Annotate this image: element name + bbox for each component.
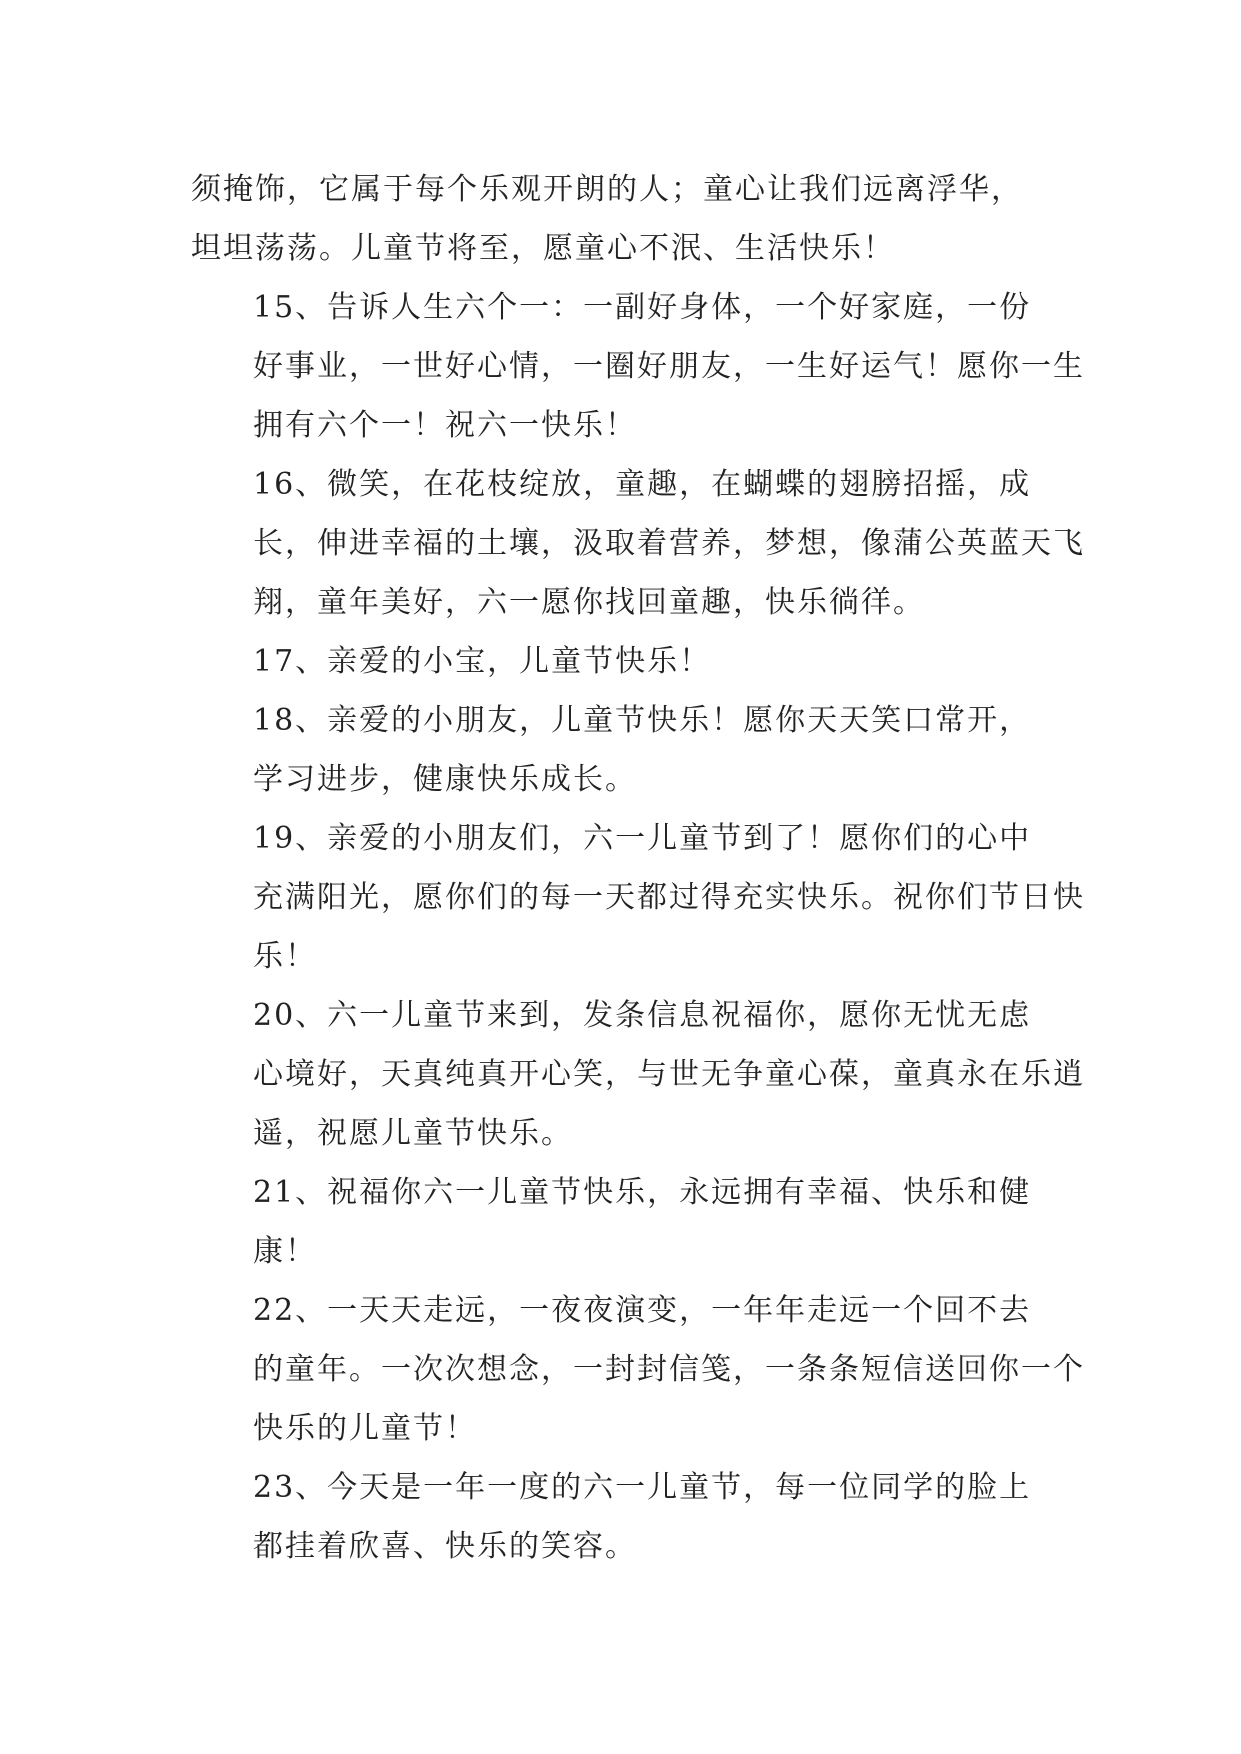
- text-line: 22、一天天走远，一夜夜演变，一年年走远一个回不去: [253, 1293, 1032, 1328]
- text-line: 遥，祝愿儿童节快乐。: [253, 1116, 573, 1151]
- text-line: 15、告诉人生六个一：一副好身体，一个好家庭，一份: [253, 290, 1032, 325]
- document-body: [191, 160, 1085, 1576]
- text-line: 坦坦荡荡。儿童节将至，愿童心不泯、生活快乐！: [191, 231, 895, 266]
- paragraph-item-20: [191, 986, 1085, 1163]
- text-line: 16、微笑，在花枝绽放，童趣，在蝴蝶的翅膀招摇，成: [253, 467, 1032, 502]
- text-line: 18、亲爱的小朋友，儿童节快乐！愿你天天笑口常开，: [253, 703, 1032, 738]
- text-line: 学习进步，健康快乐成长。: [253, 762, 637, 797]
- text-line: 心境好，天真纯真开心笑，与世无争童心葆，童真永在乐逍: [253, 1057, 1085, 1092]
- text-line: 须掩饰，它属于每个乐观开朗的人；童心让我们远离浮华，: [191, 172, 1023, 207]
- paragraph-item-22: [191, 1281, 1085, 1458]
- text-line: 乐！: [253, 939, 317, 974]
- text-line: 21、祝福你六一儿童节快乐，永远拥有幸福、快乐和健: [253, 1175, 1032, 1210]
- paragraph-continuation: [191, 160, 1081, 278]
- text-line: 23、今天是一年一度的六一儿童节，每一位同学的脸上: [253, 1470, 1032, 1505]
- text-line: 都挂着欣喜、快乐的笑容。: [253, 1529, 637, 1564]
- paragraph-item-17: [191, 632, 1081, 691]
- paragraph-item-23: [191, 1458, 1081, 1576]
- paragraph-item-19: [191, 809, 1085, 986]
- paragraph-item-21: [191, 1163, 1081, 1281]
- text-line: 19、亲爱的小朋友们，六一儿童节到了！愿你们的心中: [253, 821, 1032, 856]
- text-line: 长，伸进幸福的土壤，汲取着营养，梦想，像蒲公英蓝天飞: [253, 526, 1085, 561]
- paragraph-item-15: [191, 278, 1085, 455]
- text-line: 17、亲爱的小宝，儿童节快乐！: [253, 644, 712, 679]
- text-line: 拥有六个一！祝六一快乐！: [253, 408, 637, 443]
- text-line: 充满阳光，愿你们的每一天都过得充实快乐。祝你们节日快: [253, 880, 1085, 915]
- paragraph-item-16: [191, 455, 1085, 632]
- text-line: 20、六一儿童节来到，发条信息祝福你，愿你无忧无虑: [253, 998, 1032, 1033]
- text-line: 好事业，一世好心情，一圈好朋友，一生好运气！愿你一生: [253, 349, 1085, 384]
- text-line: 快乐的儿童节！: [253, 1411, 477, 1446]
- paragraph-item-18: [191, 691, 1081, 809]
- text-line: 的童年。一次次想念，一封封信笺，一条条短信送回你一个: [253, 1352, 1085, 1387]
- text-line: 翔，童年美好，六一愿你找回童趣，快乐徜徉。: [253, 585, 925, 620]
- text-line: 康！: [253, 1234, 317, 1269]
